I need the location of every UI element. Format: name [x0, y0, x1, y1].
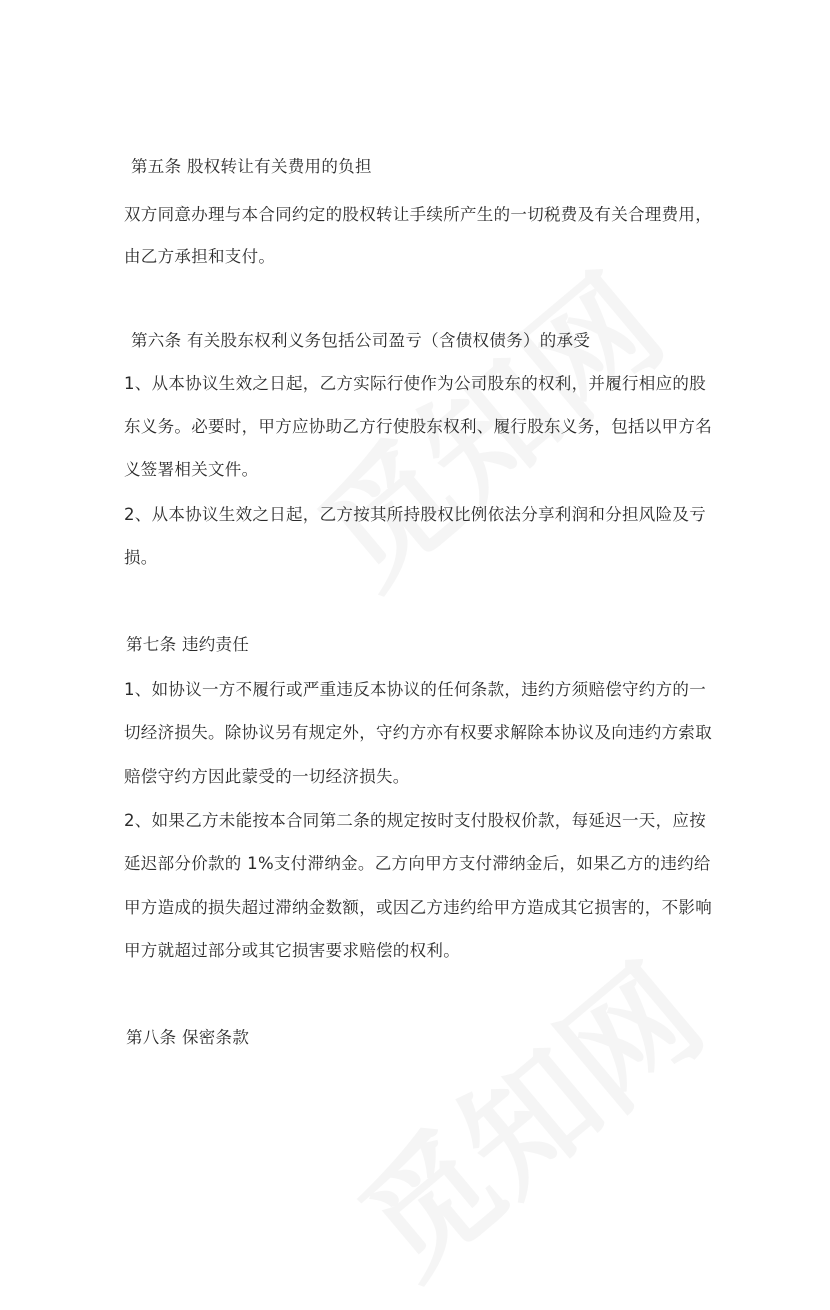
article-7-text-line: 甲方造成的损失超过滞纳金数额，或因乙方违约给甲方造成其它损害的，不影响 — [124, 898, 712, 917]
article-7-text-line: 延迟部分价款的 1%支付滞纳金。乙方向甲方支付滞纳金后，如果乙方的违约给 — [124, 854, 711, 873]
article-7-heading: 第七条 违约责任 — [126, 635, 250, 654]
article-7-text-line: 1、如协议一方不履行或严重违反本协议的任何条款，违约方须赔偿守约方的一 — [124, 680, 706, 699]
watermark-logo — [316, 917, 735, 1310]
article-5-text-line: 双方同意办理与本合同约定的股权转让手续所产生的一切税费及有关合理费用， — [124, 205, 712, 224]
article-7-text-line: 甲方就超过部分或其它损害要求赔偿的权利。 — [124, 941, 460, 960]
article-6-text-line: 义签署相关文件。 — [124, 460, 259, 479]
article-6-heading: 第六条 有关股东权利义务包括公司盈亏（含债权债务）的承受 — [131, 331, 591, 350]
article-7-text-line: 切经济损失。除协议另有规定外，守约方亦有权要求解除本协议及向违约方索取 — [124, 723, 712, 742]
article-7-text-line: 2、如果乙方未能按本合同第二条的规定按时支付股权价款，每延迟一天，应按 — [124, 811, 706, 830]
article-6-text-line: 1、从本协议生效之日起，乙方实际行使作为公司股东的权利，并履行相应的股 — [124, 374, 706, 393]
article-7-text-line: 赔偿守约方因此蒙受的一切经济损失。 — [124, 767, 410, 786]
article-6-text-line: 损。 — [124, 548, 158, 567]
article-8-heading: 第八条 保密条款 — [126, 1028, 250, 1047]
article-5-heading: 第五条 股权转让有关费用的负担 — [131, 157, 372, 176]
article-5-text-line: 由乙方承担和支付。 — [124, 247, 276, 266]
article-6-text-line: 2、从本协议生效之日起，乙方按其所持股权比例依法分享利润和分担风险及亏 — [124, 505, 706, 524]
article-6-text-line: 东义务。必要时，甲方应协助乙方行使股东权利、履行股东义务，包括以甲方名 — [124, 417, 712, 436]
